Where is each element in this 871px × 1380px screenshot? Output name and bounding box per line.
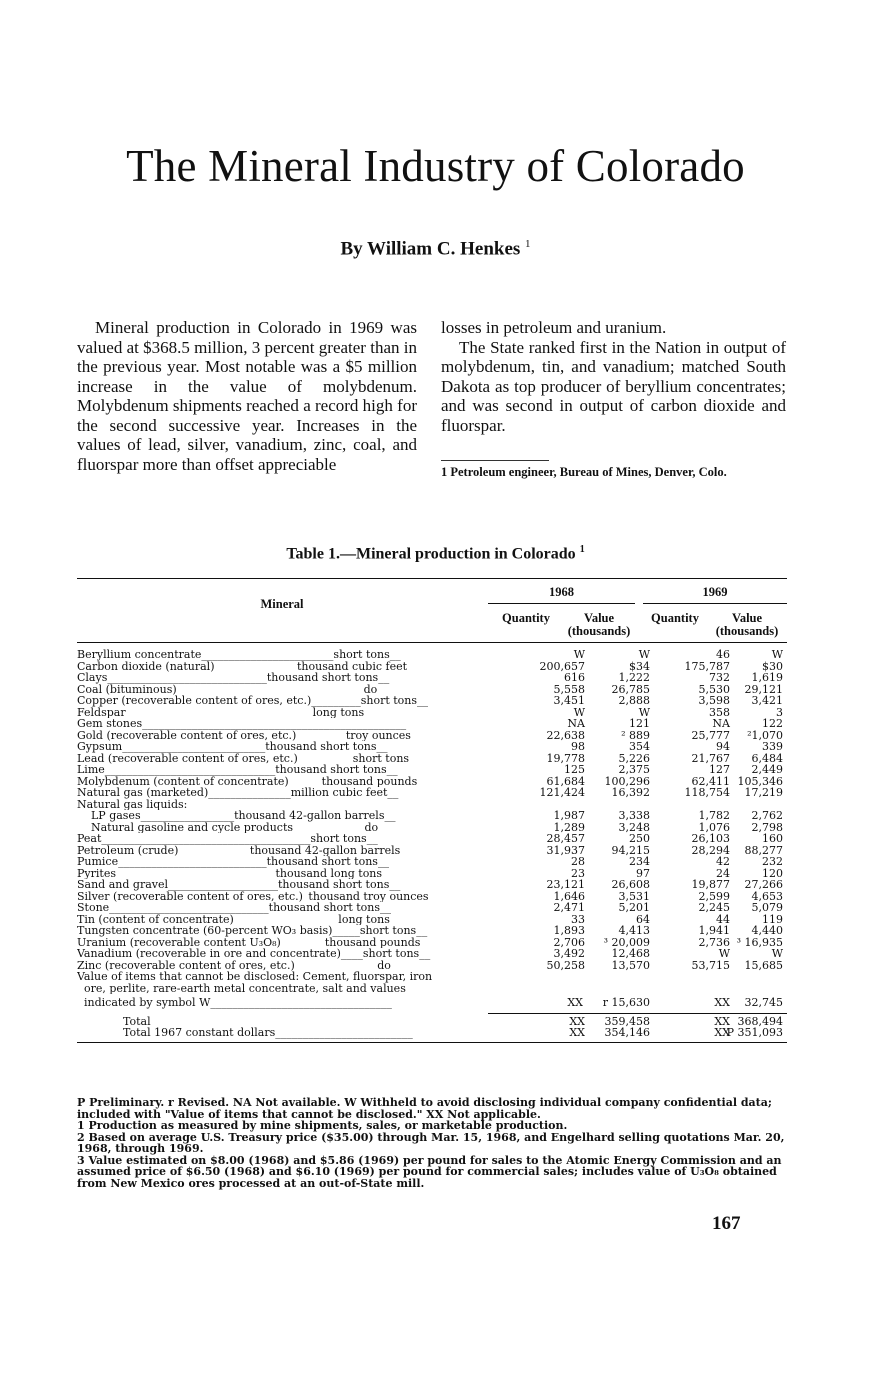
totals-rule <box>488 1013 787 1014</box>
table-row-undisclosed <box>77 971 787 983</box>
table-row <box>77 822 787 834</box>
table-row <box>77 914 787 926</box>
table-row <box>77 937 787 949</box>
page-title: The Mineral Industry of Colorado <box>126 141 745 191</box>
row-label: Natural gasoline and cycle products_____________do____ <box>77 821 401 833</box>
table-row <box>77 799 787 811</box>
value-1969: 339 <box>762 740 783 753</box>
value-1968: W <box>638 648 650 661</box>
value-1968: 100,296 <box>604 774 650 788</box>
year1-rule <box>488 603 635 604</box>
table-caption-text: Table 1.—Mineral production in Colorado <box>286 545 576 563</box>
value-1968: W <box>638 705 650 719</box>
table-row <box>77 960 787 972</box>
table-row-total <box>77 1016 787 1028</box>
value-1968: 3,248 <box>618 820 650 834</box>
header-year-1968: 1968 <box>549 585 574 599</box>
header-thousands-label: (thousands) <box>567 624 631 638</box>
header-value-1969 <box>706 612 788 638</box>
quantity-1969: XX <box>714 1026 730 1039</box>
table-row <box>77 661 787 673</box>
value-1968: $34 <box>629 659 650 673</box>
quantity-1969: 94 <box>716 740 730 753</box>
quantity-1969: 2,599 <box>698 889 730 903</box>
value-1969: 15,685 <box>744 958 783 972</box>
value-1969: ³ 16,935 <box>736 935 783 949</box>
row-label: Lime_______________________________thousand short tons__ <box>77 764 398 776</box>
table-row <box>77 810 787 822</box>
footnote-rule <box>441 460 549 461</box>
row-label: Natural gas (marketed)_______________million cubic feet__ <box>77 787 399 799</box>
value-1968: 94,215 <box>611 843 650 857</box>
header-value-1968 <box>560 612 638 638</box>
row-label: Tin (content of concentrate)___________________long tons__ <box>77 913 401 925</box>
row-label: Silver (recoverable content of ores, etc.)_thousand troy ounces__ <box>77 890 440 902</box>
value-1969: 122 <box>762 717 783 730</box>
quantity-1969: NA <box>712 717 730 730</box>
ranking-paragraph: The State ranked first in the Nation in output of molybdenum, tin, and vanadium; matched South Dakota as top producer of beryllium concentrates; and was second in output of carbon dioxide and fluorspar. <box>441 337 786 435</box>
value-1969: 3,421 <box>751 694 783 707</box>
row-label: ore, perlite, rare-earth metal concentrate, salt and values <box>77 982 406 994</box>
table-row <box>77 787 787 799</box>
value-1968: 5,201 <box>618 901 650 914</box>
table-row <box>77 948 787 960</box>
quantity-1969: 3,598 <box>698 694 730 707</box>
table-row <box>77 925 787 937</box>
quantity-1968: 28,457 <box>546 832 585 845</box>
value-1969: 4,440 <box>751 924 783 937</box>
table-row <box>77 718 787 730</box>
header-bottom-rule <box>77 642 787 643</box>
quantity-1969: W <box>718 947 730 960</box>
row-label: Copper (recoverable content of ores, etc.)_________short tons__ <box>77 695 429 707</box>
value-1969: 29,121 <box>744 682 783 696</box>
value-1969: 32,745 <box>744 996 783 1009</box>
quantity-1968: 1,987 <box>553 809 585 822</box>
value-1968: 4,413 <box>618 924 650 937</box>
table-row <box>77 764 787 776</box>
right-column <box>441 318 786 435</box>
quantity-1968: 1,893 <box>553 924 585 937</box>
value-1968: 354,146 <box>604 1026 650 1039</box>
value-1968: 234 <box>629 855 650 868</box>
value-1968: 2,375 <box>618 763 650 776</box>
row-label: Tungsten concentrate (60-percent WO₃ basis)_____short tons__ <box>77 925 428 937</box>
quantity-1969: 62,411 <box>691 774 730 788</box>
quantity-1969: 358 <box>709 705 730 719</box>
value-1968: 2,888 <box>618 694 650 707</box>
author-name: By William C. Henkes <box>340 238 521 260</box>
value-1969: W <box>771 648 783 661</box>
table-row <box>77 902 787 914</box>
row-label: Lead (recoverable content of ores, etc.)__________short tons__ <box>77 752 421 764</box>
quantity-1969: 19,877 <box>691 878 730 891</box>
row-label: Pumice___________________________thousand short tons__ <box>77 856 389 868</box>
table-row <box>77 684 787 696</box>
value-1968: 359,458 <box>604 1014 650 1028</box>
row-label: Coal (bituminous)__________________________________do____ <box>77 683 400 695</box>
value-1969: 2,798 <box>751 820 783 834</box>
table-row <box>77 845 787 857</box>
quantity-1968: XX <box>569 1026 585 1039</box>
quantity-1968: 2,706 <box>553 935 585 949</box>
quantity-1968: W <box>573 648 585 661</box>
quantity-1968: 1,646 <box>553 889 585 903</box>
quantity-1968: 22,638 <box>546 728 585 742</box>
header-quantity-1968: Quantity <box>502 611 550 625</box>
note-1: 1 Production as measured by mine shipments, sales, or marketable production. <box>77 1119 568 1132</box>
value-1969: 3 <box>776 705 783 719</box>
table-row-undisclosed-cont <box>77 983 787 995</box>
table-row <box>77 833 787 845</box>
table-row <box>77 695 787 707</box>
row-label: Value of items that cannot be disclosed: Cement, fluorspar, iron <box>77 971 433 983</box>
quantity-1969: 53,715 <box>691 958 730 972</box>
value-1968: 1,222 <box>618 671 650 684</box>
value-1968: 121 <box>629 717 650 730</box>
quantity-1968: 98 <box>571 740 585 753</box>
value-1968: 26,608 <box>611 878 650 891</box>
row-label: Vanadium (recoverable in ore and concentrate)____short tons__ <box>77 948 431 960</box>
quantity-1969: 21,767 <box>691 751 730 765</box>
quantity-1969: 2,245 <box>698 901 730 914</box>
quantity-1968: 33 <box>571 912 585 926</box>
row-label: Gem stones________________________________________________ <box>77 718 407 730</box>
quantity-1968: W <box>573 705 585 719</box>
header-mineral: Mineral <box>260 597 304 611</box>
table-row-total <box>77 1027 787 1039</box>
quantity-1969: 44 <box>716 912 730 926</box>
header-thousands-label: (thousands) <box>715 624 779 638</box>
value-1969: 119 <box>762 912 783 926</box>
table-row <box>77 868 787 880</box>
table-row <box>77 741 787 753</box>
quantity-1968: 23,121 <box>546 878 585 891</box>
value-1968: 16,392 <box>611 786 650 799</box>
row-label: Total 1967 constant dollars_________________________ <box>123 1027 413 1039</box>
header-quantity-1969: Quantity <box>651 611 699 625</box>
table-body <box>77 649 787 1043</box>
quantity-1968: 1,289 <box>553 820 585 834</box>
table-row-undisclosed-cont <box>77 997 787 1009</box>
row-label: LP gases_________________thousand 42-gallon barrels__ <box>77 810 396 822</box>
quantity-1969: 1,941 <box>698 924 730 937</box>
value-1968: 97 <box>636 866 650 880</box>
row-label: Uranium (recoverable content U₃O₈)________thousand pounds__ <box>77 936 432 948</box>
author-footnote: 1 Petroleum engineer, Bureau of Mines, Denver, Colo. <box>441 465 727 479</box>
quantity-1968: 23 <box>571 866 585 880</box>
quantity-1969: 1,782 <box>698 809 730 822</box>
table-caption-footnote-mark: 1 <box>579 544 585 555</box>
value-1969: 27,266 <box>744 878 783 891</box>
value-1968: 3,531 <box>618 889 650 903</box>
row-label: Gypsum__________________________thousand short tons__ <box>77 741 388 753</box>
quantity-1968: NA <box>567 717 585 730</box>
author-line <box>0 238 871 260</box>
row-label: Sand and gravel____________________thousand short tons__ <box>77 879 401 891</box>
author-footnote-mark: 1 <box>525 238 531 250</box>
table-row <box>77 776 787 788</box>
quantity-1968: 61,684 <box>546 774 585 788</box>
value-1968: 3,338 <box>618 809 650 822</box>
value-1968: 12,468 <box>611 947 650 960</box>
quantity-1969: 25,777 <box>691 728 730 742</box>
left-column <box>77 318 417 474</box>
quantity-1969: 2,736 <box>698 935 730 949</box>
value-1969: 88,277 <box>744 843 783 857</box>
quantity-1968: 121,424 <box>539 786 585 799</box>
quantity-1968: XX <box>567 996 583 1009</box>
value-1969: ²1,070 <box>747 728 783 742</box>
table-row <box>77 730 787 742</box>
value-1968: 26,785 <box>611 682 650 696</box>
value-1969: P 351,093 <box>726 1026 783 1039</box>
row-label: Molybdenum (content of concentrate)______thousand pounds__ <box>77 775 429 787</box>
table-row <box>77 672 787 684</box>
quantity-1968: 200,657 <box>539 659 585 673</box>
quantity-1969: 42 <box>716 855 730 868</box>
value-1969: 17,219 <box>744 786 783 799</box>
quantity-1969: 26,103 <box>691 832 730 845</box>
value-1968: 5,226 <box>618 751 650 765</box>
table-caption <box>0 544 871 563</box>
quantity-1969: 46 <box>716 648 730 661</box>
value-1968: ³ 20,009 <box>603 935 650 949</box>
value-1969: $30 <box>762 659 783 673</box>
note-3: 3 Value estimated on $8.00 (1968) and $5.86 (1969) per pound for sales to the Atomic Energy Commission and an assumed price of $6.50 (1968) and $6.10 (1969) per pound for commercial sales; includes value of U₃O₈ obtained from New Mexico ores processed at an out-of-State mill. <box>77 1153 782 1190</box>
value-1968: 13,570 <box>611 958 650 972</box>
row-label: Petroleum (crude)_____________thousand 42-gallon barrels__ <box>77 844 412 856</box>
value-1969: 1,619 <box>751 671 783 684</box>
table-top-rule <box>77 578 787 579</box>
quantity-1968: 19,778 <box>546 751 585 765</box>
value-1969: 6,484 <box>751 751 783 765</box>
quantity-1969: XX <box>714 996 730 1009</box>
value-1968: 64 <box>636 912 650 926</box>
row-label: Gold (recoverable content of ores, etc.)_________troy ounces__ <box>77 729 422 741</box>
quantity-1969: 175,787 <box>684 659 730 673</box>
header-value-label: Value <box>583 611 615 625</box>
table-row <box>77 891 787 903</box>
row-label: Zinc (recoverable content of ores, etc.)_______________do____ <box>77 959 413 971</box>
quantity-1968: 3,451 <box>553 694 585 707</box>
intro-paragraph: Mineral production in Colorado in 1969 was valued at $368.5 million, 3 percent greater than in the previous year. Most notable was a $5 million increase in the value of molybdenum. Molybdenum shipments reached a record high for the second successive year. Increases in the values of lead, silver, vanadium, zinc, coal, and fluorspar more than offset appreciable <box>77 318 417 474</box>
table-row <box>77 856 787 868</box>
row-label: Carbon dioxide (natural)_______________thousand cubic feet__ <box>77 660 419 672</box>
value-1969: 2,449 <box>751 763 783 776</box>
row-label: Beryllium concentrate________________________short tons__ <box>77 649 401 661</box>
quantity-1968: 2,471 <box>553 901 585 914</box>
value-1969: 4,653 <box>751 889 783 903</box>
row-label: Clays_____________________________thousand short tons__ <box>77 672 390 684</box>
year2-rule <box>643 603 787 604</box>
row-label: Total________________________________________ <box>123 1015 371 1027</box>
quantity-1969: 1,076 <box>698 820 730 834</box>
value-1969: W <box>771 947 783 960</box>
row-label: indicated by symbol W_________________________________ <box>77 997 392 1009</box>
table-bottom-rule <box>77 1042 787 1043</box>
note-2: 2 Based on average U.S. Treasury price ($35.00) through Mar. 15, 1968, and Engelhard selling quotations Mar. 20, 1968, through 1969. <box>77 1130 785 1155</box>
quantity-1969: 118,754 <box>684 786 730 799</box>
value-1969: 2,762 <box>751 809 783 822</box>
row-label: Natural gas liquids: <box>77 798 188 810</box>
quantity-1968: 50,258 <box>546 958 585 972</box>
quantity-1968: 125 <box>564 763 585 776</box>
table-row <box>77 707 787 719</box>
quantity-1968: 28 <box>571 855 585 868</box>
quantity-1969: XX <box>714 1014 730 1028</box>
value-1969: 232 <box>762 855 783 868</box>
page-number: 167 <box>712 1213 741 1234</box>
table-row <box>77 879 787 891</box>
table-row <box>77 753 787 765</box>
value-1969: 5,079 <box>751 901 783 914</box>
note-symbols: P Preliminary. r Revised. NA Not available. W Withheld to avoid disclosing individual company confidential data; included with "Value of items that cannot be disclosed." XX Not applicable. <box>77 1096 772 1121</box>
quantity-1968: 616 <box>564 671 585 684</box>
quantity-1968: 31,937 <box>546 843 585 857</box>
quantity-1968: XX <box>569 1014 585 1028</box>
value-1968: r 15,630 <box>602 996 650 1009</box>
quantity-1969: 28,294 <box>691 843 730 857</box>
value-1968: 250 <box>629 832 650 845</box>
header-value-label: Value <box>731 611 763 625</box>
value-1968: 354 <box>629 740 650 753</box>
table-notes <box>77 1097 787 1189</box>
value-1968: ² 889 <box>621 728 650 742</box>
value-1969: 368,494 <box>737 1014 783 1028</box>
table-row <box>77 649 787 661</box>
intro-continuation: losses in petroleum and uranium. <box>441 318 667 337</box>
quantity-1969: 5,530 <box>698 682 730 696</box>
quantity-1969: 24 <box>716 866 730 880</box>
quantity-1969: 732 <box>709 671 730 684</box>
row-label: Stone_____________________________thousand short tons__ <box>77 902 392 914</box>
row-label: Feldspar__________________________________long tons__ <box>77 706 376 718</box>
header-year-1969: 1969 <box>702 585 728 599</box>
quantity-1968: 3,492 <box>553 947 585 960</box>
value-1969: 105,346 <box>737 774 783 788</box>
quantity-1969: 127 <box>709 763 730 776</box>
row-label: Pyrites_____________________________thousand long tons__ <box>77 867 394 879</box>
quantity-1968: 5,558 <box>553 682 585 696</box>
value-1969: 160 <box>762 832 783 845</box>
row-label: Peat______________________________________short tons__ <box>77 833 378 845</box>
value-1969: 120 <box>762 866 783 880</box>
